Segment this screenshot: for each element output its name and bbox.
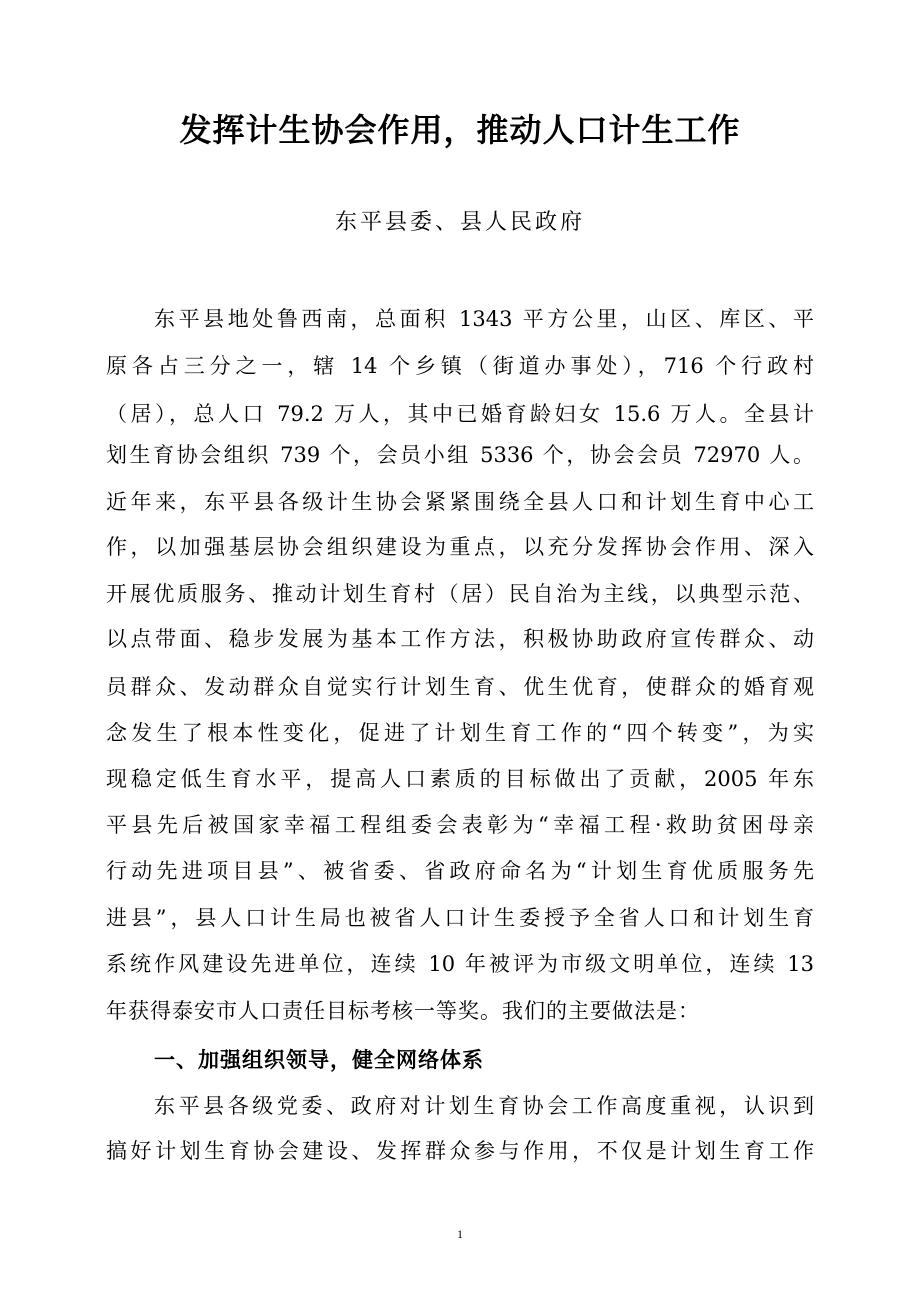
document-title: 发挥计生协会作用，推动人口计生工作 <box>179 111 741 149</box>
paragraph-1-line: （居），总人口 79.2 万人，其中已婚育龄妇女 15.6 万人。全县计 <box>106 402 814 426</box>
paragraph-2-line: 东平县各级党委、政府对计划生育协会工作高度重视，认识到 <box>154 1094 814 1118</box>
paragraph-1-line: 行动先进项目县”、被省委、省政府命名为“计划生育优质服务先 <box>106 859 814 883</box>
paragraph-1-line: 员群众、发动群众自觉实行计划生育、优生优育，使群众的婚育观 <box>106 675 814 699</box>
paragraph-1-line: 年获得泰安市人口责任目标考核一等奖。我们的主要做法是： <box>106 999 700 1023</box>
paragraph-1-line: 东平县地处鲁西南，总面积 1343 平方公里，山区、库区、平 <box>154 307 814 331</box>
paragraph-1-line: 原各占三分之一，辖 14 个乡镇（街道办事处），716 个行政村 <box>106 354 814 378</box>
page-number: 1 <box>457 1227 463 1241</box>
paragraph-2-line: 搞好计划生育协会建设、发挥群众参与作用，不仅是计划生育工作 <box>106 1139 814 1163</box>
paragraph-1-line: 进县”，县人口计生局也被省人口计生委授予全省人口和计划生育 <box>106 906 814 930</box>
paragraph-1-line: 念发生了根本性变化，促进了计划生育工作的“四个转变”，为实 <box>106 721 814 745</box>
document-author: 东平县委、县人民政府 <box>334 210 585 235</box>
paragraph-1-line: 系统作风建设先进单位，连续 10 年被评为市级文明单位，连续 13 <box>106 952 814 976</box>
paragraph-1-line: 现稳定低生育水平，提高人口素质的目标做出了贡献，2005 年东 <box>106 767 814 791</box>
paragraph-1-line: 近年来，东平县各级计生协会紧紧围绕全县人口和计划生育中心工 <box>106 490 814 514</box>
paragraph-1-line: 以点带面、稳步发展为基本工作方法，积极协助政府宣传群众、动 <box>106 627 814 651</box>
paragraph-1-line: 划生育协会组织 739 个，会员小组 5336 个，协会会员 72970 人。 <box>106 443 814 467</box>
paragraph-1-line: 开展优质服务、推动计划生育村（居）民自治为主线，以典型示范、 <box>106 582 814 606</box>
paragraph-1-line: 作，以加强基层协会组织建设为重点，以充分发挥协会作用、深入 <box>106 535 814 559</box>
section-heading: 一、加强组织领导，健全网络体系 <box>154 1048 484 1072</box>
paragraph-1-line: 平县先后被国家幸福工程组委会表彰为“幸福工程·救助贫困母亲 <box>106 813 814 837</box>
